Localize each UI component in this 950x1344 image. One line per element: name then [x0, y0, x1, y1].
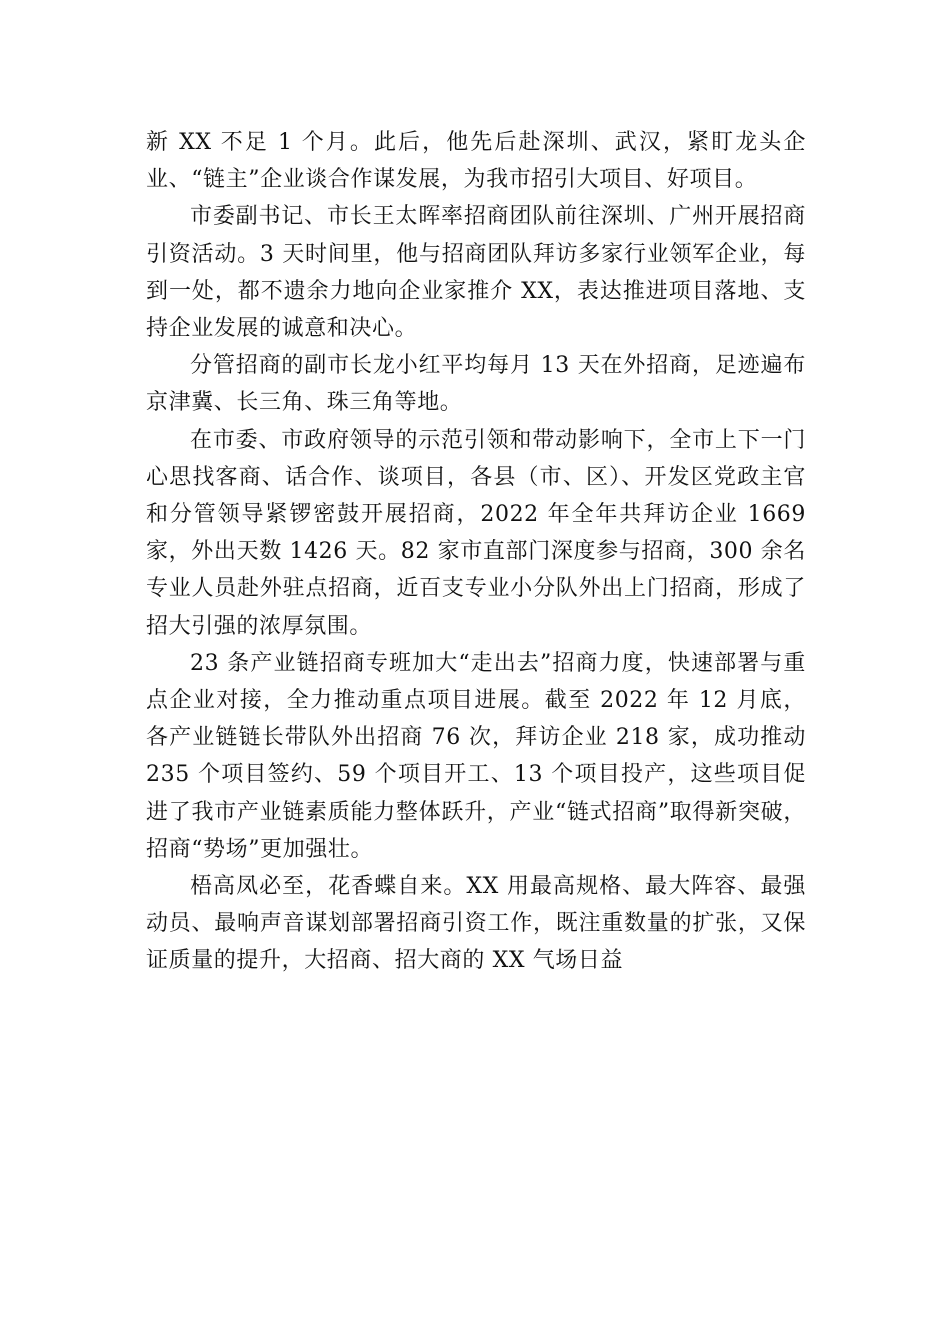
paragraph-continued: 新 XX 不足 1 个月。此后，他先后赴深圳、武汉，紧盯龙头企业、“链主”企业谈合作谋发展，为我市招引大项目、好项目。 — [146, 130, 806, 193]
paragraph-mayor-visit: 市委副书记、市长王太晖率招商团队前往深圳、广州开展招商引资活动。3 天时间里，他与招商团队拜访多家行业领军企业，每到一处，都不遗余力地向企业家推介 XX，表达推进项目落地、支持企业发展的诚意和决心。 — [146, 204, 806, 342]
paragraph-industry-chain: 23 条产业链招商专班加大“走出去”招商力度，快速部署与重点企业对接，全力推动重点项目进展。截至 2022 年 12 月底，各产业链链长带队外出招商 76 次，拜访企业 218 家，成功推动 235 个项目签约、59 个项目开工、13 个项目投产，这些项目促进了我市产业链素质能力整体跃升，产业“链式招商”取得新突破，招商“势场”更加强壮。 — [146, 650, 806, 862]
document-body — [146, 124, 806, 980]
paragraph-conclusion: 梧高凤必至，花香蝶自来。XX 用最高规格、最大阵容、最强动员、最响声音谋划部署招商引资工作，既注重数量的扩张，又保证质量的提升，大招商、招大商的 XX 气场日益 — [146, 874, 806, 974]
paragraph-vice-mayor: 分管招商的副市长龙小红平均每月 13 天在外招商，足迹遍布京津冀、长三角、珠三角等地。 — [146, 353, 806, 416]
paragraph-city-wide: 在市委、市政府领导的示范引领和带动影响下，全市上下一门心思找客商、话合作、谈项目，各县（市、区）、开发区党政主官和分管领导紧锣密鼓开展招商，2022 年全年共拜访企业 1669 家，外出天数 1426 天。82 家市直部门深度参与招商，300 余名专业人员赴外驻点招商，近百支专业小分队外出上门招商，形成了招大引强的浓厚氛围。 — [146, 427, 806, 639]
